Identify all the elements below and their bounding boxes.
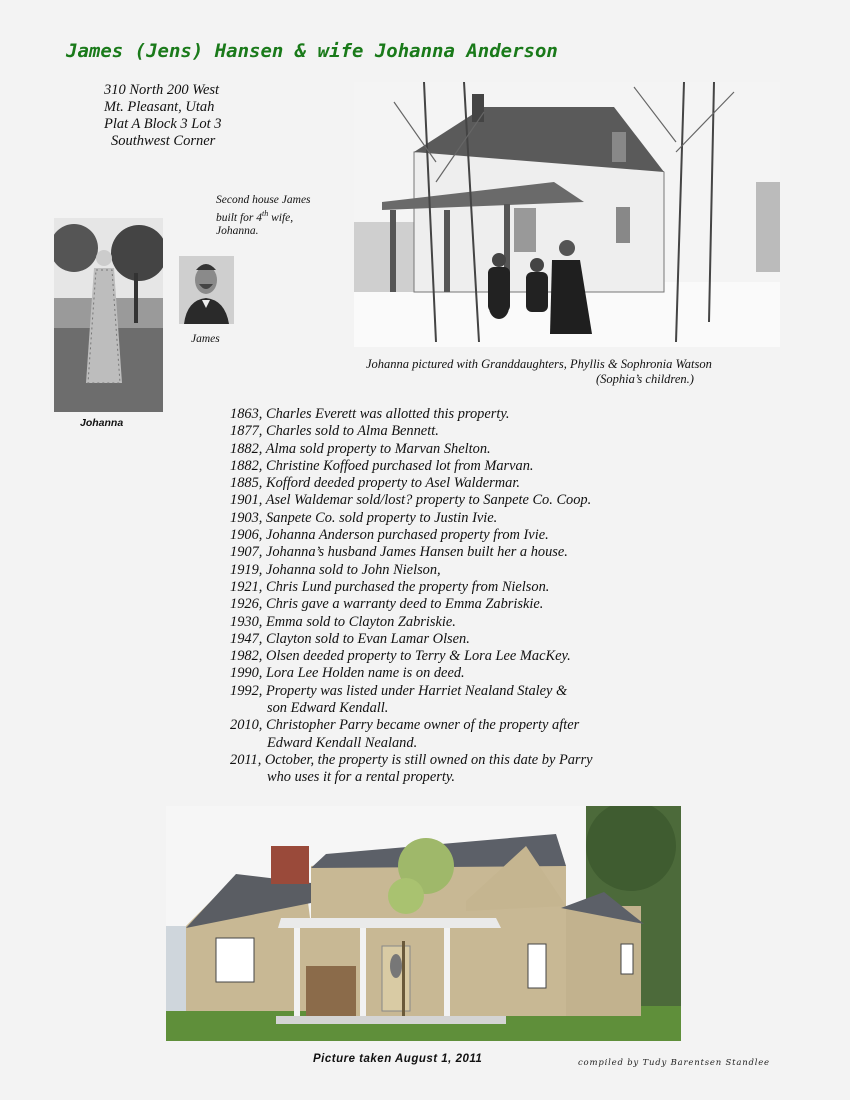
history-entry: 1906, Johanna Anderson purchased property from Ivie. bbox=[230, 527, 549, 544]
history-entry: 2011, October, the property is still owned on this date by Parry bbox=[230, 751, 593, 768]
history-entry-continuation: son Edward Kendall. bbox=[267, 700, 389, 717]
address-line: Southwest Corner bbox=[111, 133, 216, 149]
historic-house-caption bbox=[366, 357, 712, 387]
note-line: built for 4th wife, bbox=[216, 209, 294, 224]
history-entry: 1926, Chris gave a warranty deed to Emma Zabriskie. bbox=[230, 596, 544, 613]
johanna-caption: Johanna bbox=[80, 417, 124, 429]
history-entry: 1885, Kofford deeded property to Asel Waldermar. bbox=[230, 475, 520, 492]
johanna-photo bbox=[54, 218, 163, 412]
history-entry: 2010, Christopher Parry became owner of the property after bbox=[230, 717, 580, 734]
history-entry: 1919, Johanna sold to John Nielson, bbox=[230, 561, 441, 578]
history-entry: 1863, Charles Everett was allotted this property. bbox=[230, 406, 510, 422]
historic-house-photo bbox=[354, 82, 780, 347]
house-note bbox=[216, 194, 336, 238]
ownership-history-list bbox=[230, 406, 593, 787]
caption-line: Johanna pictured with Granddaughters, Phyllis & Sophronia Watson bbox=[366, 357, 712, 371]
james-photo bbox=[179, 256, 234, 324]
bottom-photo-caption: Picture taken August 1, 2011 bbox=[313, 1053, 483, 1065]
caption-line: (Sophia’s children.) bbox=[596, 372, 694, 386]
credit-line: compiled by Tudy Barentsen Standlee bbox=[578, 1058, 770, 1068]
history-entry: 1901, Asel Waldemar sold/lost? property to Sanpete Co. Coop. bbox=[230, 492, 592, 509]
history-entry: 1903, Sanpete Co. sold property to Justin Ivie. bbox=[230, 509, 498, 526]
history-entry: 1947, Clayton sold to Evan Lamar Olsen. bbox=[230, 630, 470, 647]
history-entry: 1877, Charles sold to Alma Bennett. bbox=[230, 423, 439, 440]
note-line: Second house James bbox=[216, 194, 311, 206]
history-entry: 1992, Property was listed under Harriet Nealand Staley & bbox=[230, 682, 568, 699]
address-line: Plat A Block 3 Lot 3 bbox=[104, 116, 222, 132]
modern-house-photo bbox=[166, 806, 681, 1041]
address-line: Mt. Pleasant, Utah bbox=[104, 99, 215, 115]
page-title: James (Jens) Hansen & wife Johanna Anderson bbox=[66, 40, 558, 62]
history-entry: 1921, Chris Lund purchased the property from Nielson. bbox=[230, 578, 550, 595]
history-entry-continuation: who uses it for a rental property. bbox=[267, 769, 456, 786]
address-block bbox=[104, 82, 221, 150]
note-line: Johanna. bbox=[216, 224, 259, 237]
history-entry-continuation: Edward Kendall Nealand. bbox=[267, 734, 418, 751]
address-line: 310 North 200 West bbox=[104, 82, 220, 98]
history-entry: 1907, Johanna’s husband James Hansen built her a house. bbox=[230, 544, 568, 561]
history-entry: 1882, Alma sold property to Marvan Shelton. bbox=[230, 440, 491, 457]
james-caption: James bbox=[191, 333, 220, 345]
history-entry: 1882, Christine Koffoed purchased lot from Marvan. bbox=[230, 457, 534, 474]
history-entry: 1990, Lora Lee Holden name is on deed. bbox=[230, 665, 465, 682]
history-entry: 1982, Olsen deeded property to Terry & Lora Lee MacKey. bbox=[230, 648, 571, 665]
history-entry: 1930, Emma sold to Clayton Zabriskie. bbox=[230, 613, 456, 630]
